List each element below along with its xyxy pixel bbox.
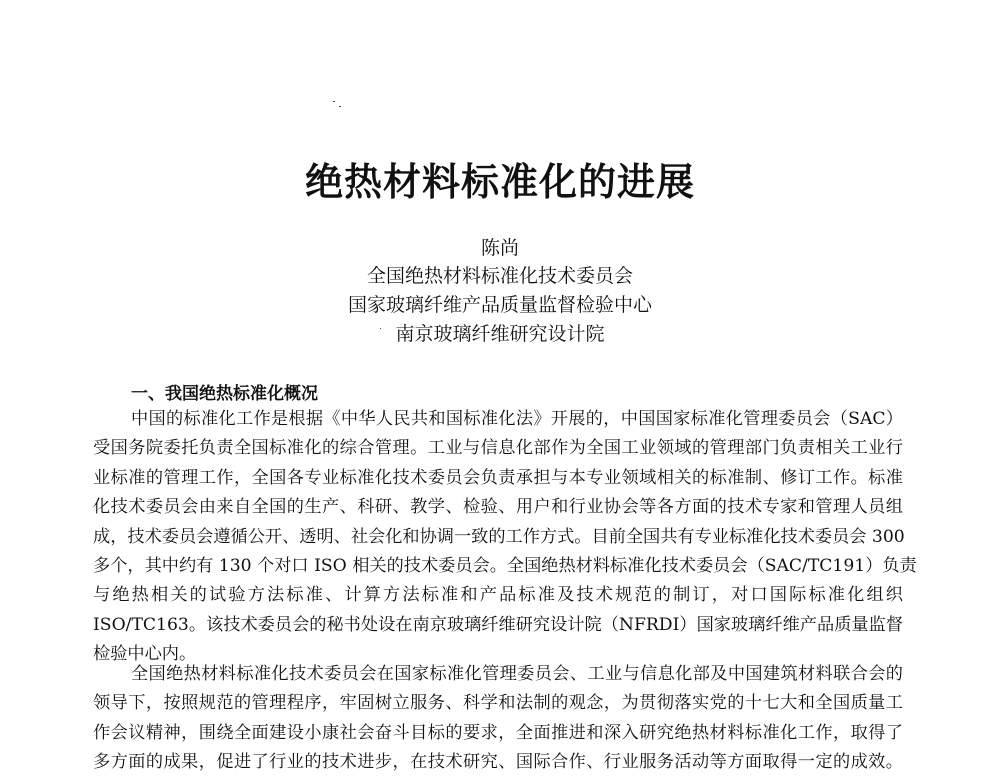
paragraph-line: 全国绝热材料标准化技术委员会在国家标准化管理委员会、工业与信息化部及中国建筑材料联合会的	[131, 664, 903, 684]
paragraph-line: ISO/TC163。该技术委员会的秘书处设在南京玻璃纤维研究设计院（NFRDI）国家玻璃纤维产品质量监督	[93, 614, 903, 635]
paragraph-line: 多个，其中约有 130 个对口 ISO 相关的技术委员会。全国绝热材料标准化技术委员会（SAC/TC191）负责	[93, 556, 917, 577]
section-heading: 一、我国绝热标准化概况	[131, 384, 318, 404]
affiliation-1: 全国绝热材料标准化技术委员会	[366, 265, 633, 287]
paragraph-line: 成，技术委员会遵循公开、透明、社会化和协调一致的工作方式。目前全国共有专业标准化技术委员会 300	[93, 526, 905, 547]
paragraph-line: 检验中心内。	[93, 644, 197, 665]
affiliation-3: 南京玻璃纤维研究设计院	[395, 323, 605, 345]
affiliation-2: 国家玻璃纤维产品质量监督检验中心	[347, 294, 652, 316]
paragraph-line: 领导下，按照规范的管理程序，牢固树立服务、科学和法制的观念，为贯彻落实党的十七大和全国质量工	[93, 693, 903, 714]
paragraph-1	[93, 405, 917, 670]
paragraph-line: 多方面的成果，促进了行业的技术进步，在技术研究、国际合作、行业服务活动等方面取得一定的成效。	[93, 752, 903, 773]
scan-speck	[339, 106, 341, 107]
paragraph-line: 与绝热相关的试验方法标准、计算方法标准和产品标准及技术规范的制订，对口国际标准化组织	[93, 585, 903, 606]
paragraph-line: 受国务院委托负责全国标准化的综合管理。工业与信息化部作为全国工业领域的管理部门负责相关工业行	[93, 438, 903, 459]
paragraph-line: 中国的标准化工作是根据《中华人民共和国标准化法》开展的，中国国家标准化管理委员会（SAC）	[131, 409, 903, 429]
scan-speck	[333, 101, 335, 102]
paragraph-line: 作会议精神，围绕全面建设小康社会奋斗目标的要求，全面推进和深入研究绝热材料标准化工作，取得了	[93, 722, 903, 743]
paragraph-2	[93, 660, 903, 778]
author-name: 陈尚	[480, 237, 519, 259]
paragraph-line: 业标准的管理工作，全国各专业标准化技术委员会负责承担与本专业领域相关的标准制、修订工作。标准	[93, 467, 903, 488]
paper-title: 绝热材料标准化的进展	[304, 159, 695, 204]
paragraph-line: 化技术委员会由来自全国的生产、科研、教学、检验、用户和行业协会等各方面的技术专家和管理人员组	[93, 497, 903, 518]
